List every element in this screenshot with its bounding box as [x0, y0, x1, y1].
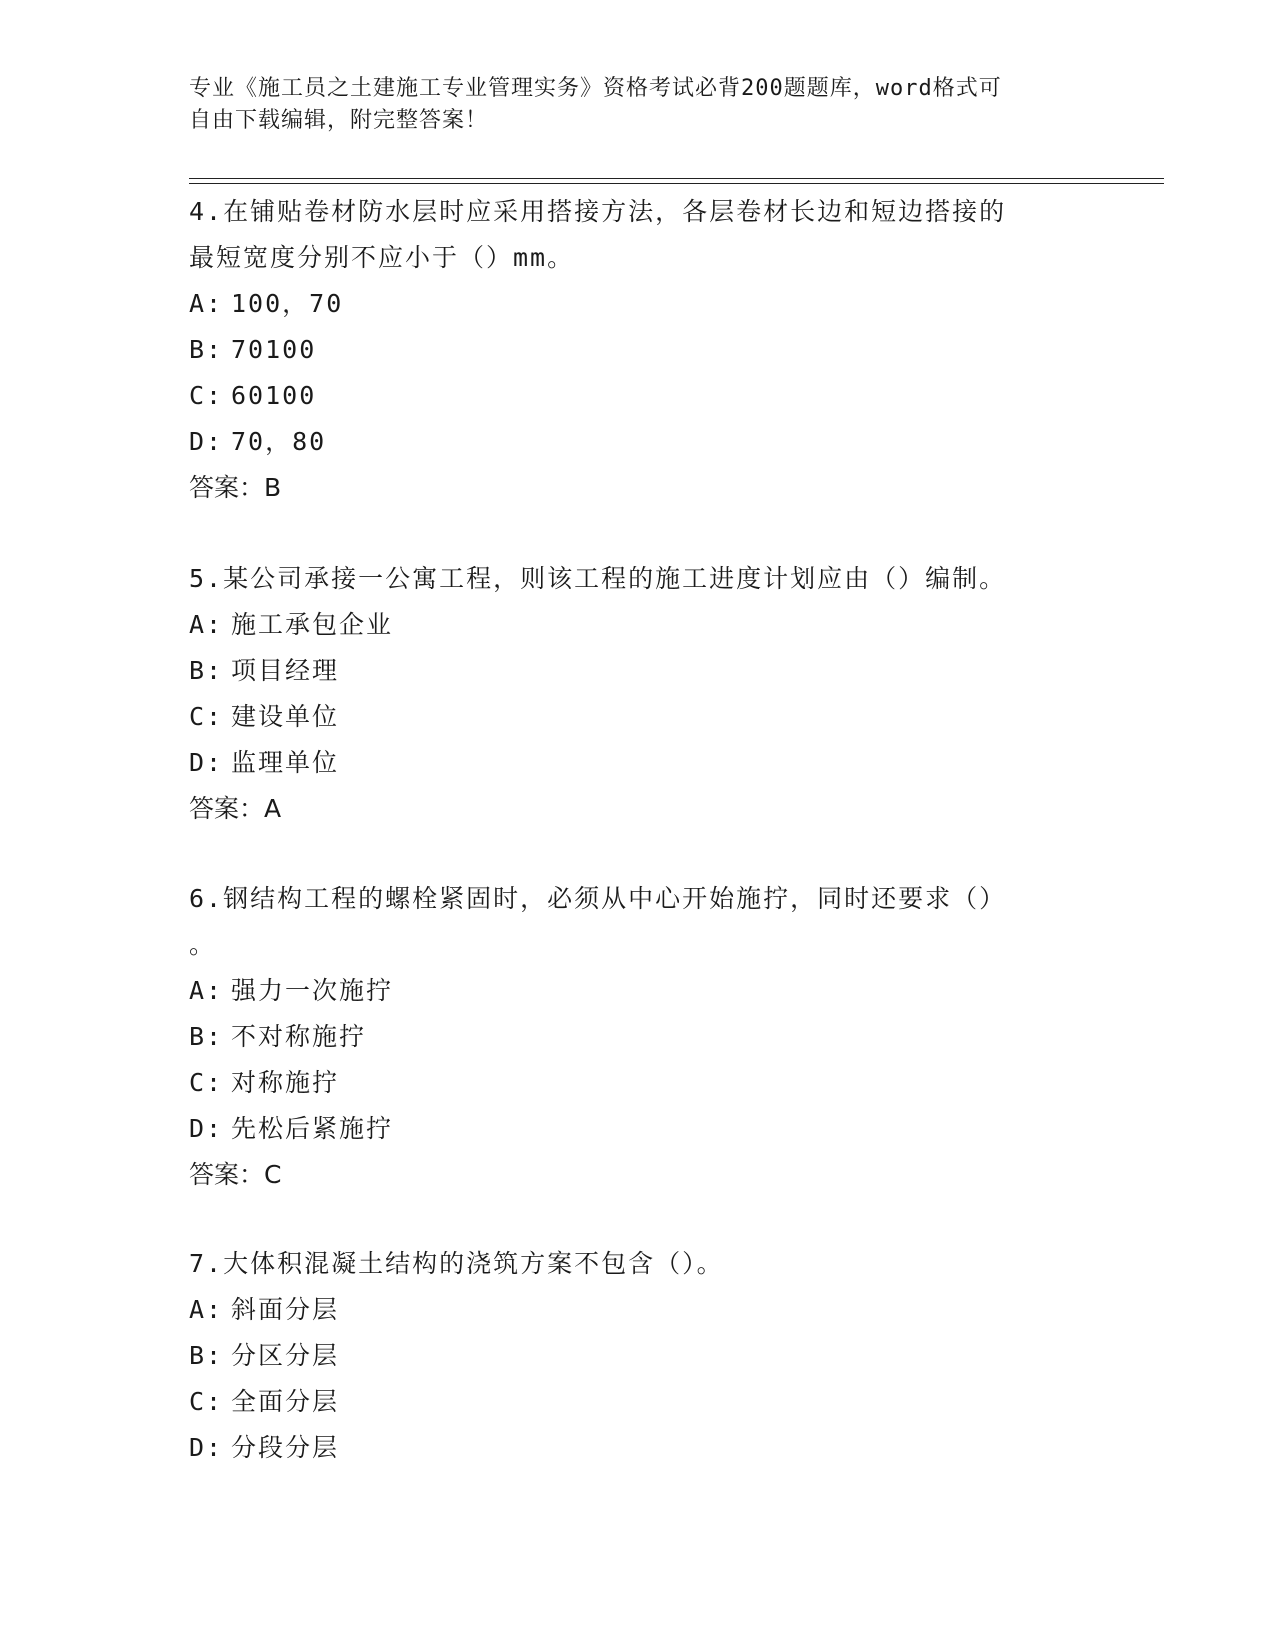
option-d: [189, 1106, 1069, 1152]
option-text: 强力一次施拧: [231, 976, 394, 1005]
option-text: 对称施拧: [231, 1068, 340, 1097]
question-stem-line: 6.钢结构工程的螺栓紧固时，必须从中心开始施拧，同时还要求（）: [189, 884, 1007, 913]
option-text: 斜面分层: [231, 1295, 340, 1324]
answer-line: 答案：A: [189, 794, 282, 823]
option-text: 100，70: [231, 289, 344, 318]
option-key: A:: [189, 1295, 224, 1324]
header-divider-bottom: [189, 183, 1164, 184]
question-stem-line: 5.某公司承接一公寓工程，则该工程的施工进度计划应由（）编制。: [189, 564, 1007, 593]
option-b: [189, 648, 1069, 694]
option-text: 60100: [231, 381, 317, 410]
option-text: 监理单位: [231, 748, 340, 777]
option-a: [189, 1287, 1069, 1333]
header-divider-top: [189, 178, 1164, 179]
option-key: D:: [189, 427, 224, 456]
option-text: 70100: [231, 335, 317, 364]
option-a: [189, 602, 1069, 648]
option-text: 先松后紧施拧: [231, 1114, 394, 1143]
option-a: [189, 968, 1069, 1014]
option-a: [189, 281, 1069, 327]
option-text: 全面分层: [231, 1387, 340, 1416]
option-d: [189, 1425, 1069, 1471]
option-key: B:: [189, 1022, 224, 1051]
option-d: [189, 419, 1069, 465]
question-stem-line: 最短宽度分别不应小于（）mm。: [189, 243, 575, 272]
option-c: [189, 1379, 1069, 1425]
answer-line: 答案：C: [189, 1160, 282, 1189]
question-stem: [189, 876, 1069, 968]
option-key: A:: [189, 976, 224, 1005]
document-header: [189, 73, 1069, 137]
option-key: D:: [189, 748, 224, 777]
option-c: [189, 694, 1069, 740]
option-key: C:: [189, 702, 224, 731]
question-stem-line: 4.在铺贴卷材防水层时应采用搭接方法，各层卷材长边和短边搭接的: [189, 197, 1007, 226]
option-key: A:: [189, 610, 224, 639]
option-key: D:: [189, 1433, 224, 1462]
question-stem: [189, 1241, 1069, 1287]
option-text: 不对称施拧: [231, 1022, 367, 1051]
option-text: 施工承包企业: [231, 610, 394, 639]
option-key: B:: [189, 335, 224, 364]
option-text: 70，80: [231, 427, 327, 456]
option-b: [189, 1333, 1069, 1379]
option-key: B:: [189, 656, 224, 685]
question-5: [189, 556, 1069, 832]
question-stem: [189, 556, 1069, 602]
option-c: [189, 1060, 1069, 1106]
option-key: B:: [189, 1341, 224, 1370]
option-c: [189, 373, 1069, 419]
question-7: [189, 1241, 1069, 1471]
question-6: [189, 876, 1069, 1198]
option-key: C:: [189, 381, 224, 410]
option-text: 建设单位: [231, 702, 340, 731]
option-text: 分区分层: [231, 1341, 340, 1370]
option-key: C:: [189, 1387, 224, 1416]
header-title-line-1: 专业《施工员之土建施工专业管理实务》资格考试必背200题题库，word格式可: [189, 76, 1002, 101]
option-key: A:: [189, 289, 224, 318]
option-text: 分段分层: [231, 1433, 340, 1462]
question-stem-line: 7.大体积混凝土结构的浇筑方案不包含（）。: [189, 1249, 724, 1278]
question-stem: [189, 189, 1069, 281]
option-text: 项目经理: [231, 656, 340, 685]
option-d: [189, 740, 1069, 786]
option-b: [189, 1014, 1069, 1060]
option-key: C:: [189, 1068, 224, 1097]
option-b: [189, 327, 1069, 373]
question-4: [189, 189, 1069, 511]
header-title-line-2: 自由下载编辑，附完整答案！: [189, 108, 489, 133]
question-stem-line: 。: [189, 930, 217, 959]
option-key: D:: [189, 1114, 224, 1143]
answer-line: 答案：B: [189, 473, 282, 502]
